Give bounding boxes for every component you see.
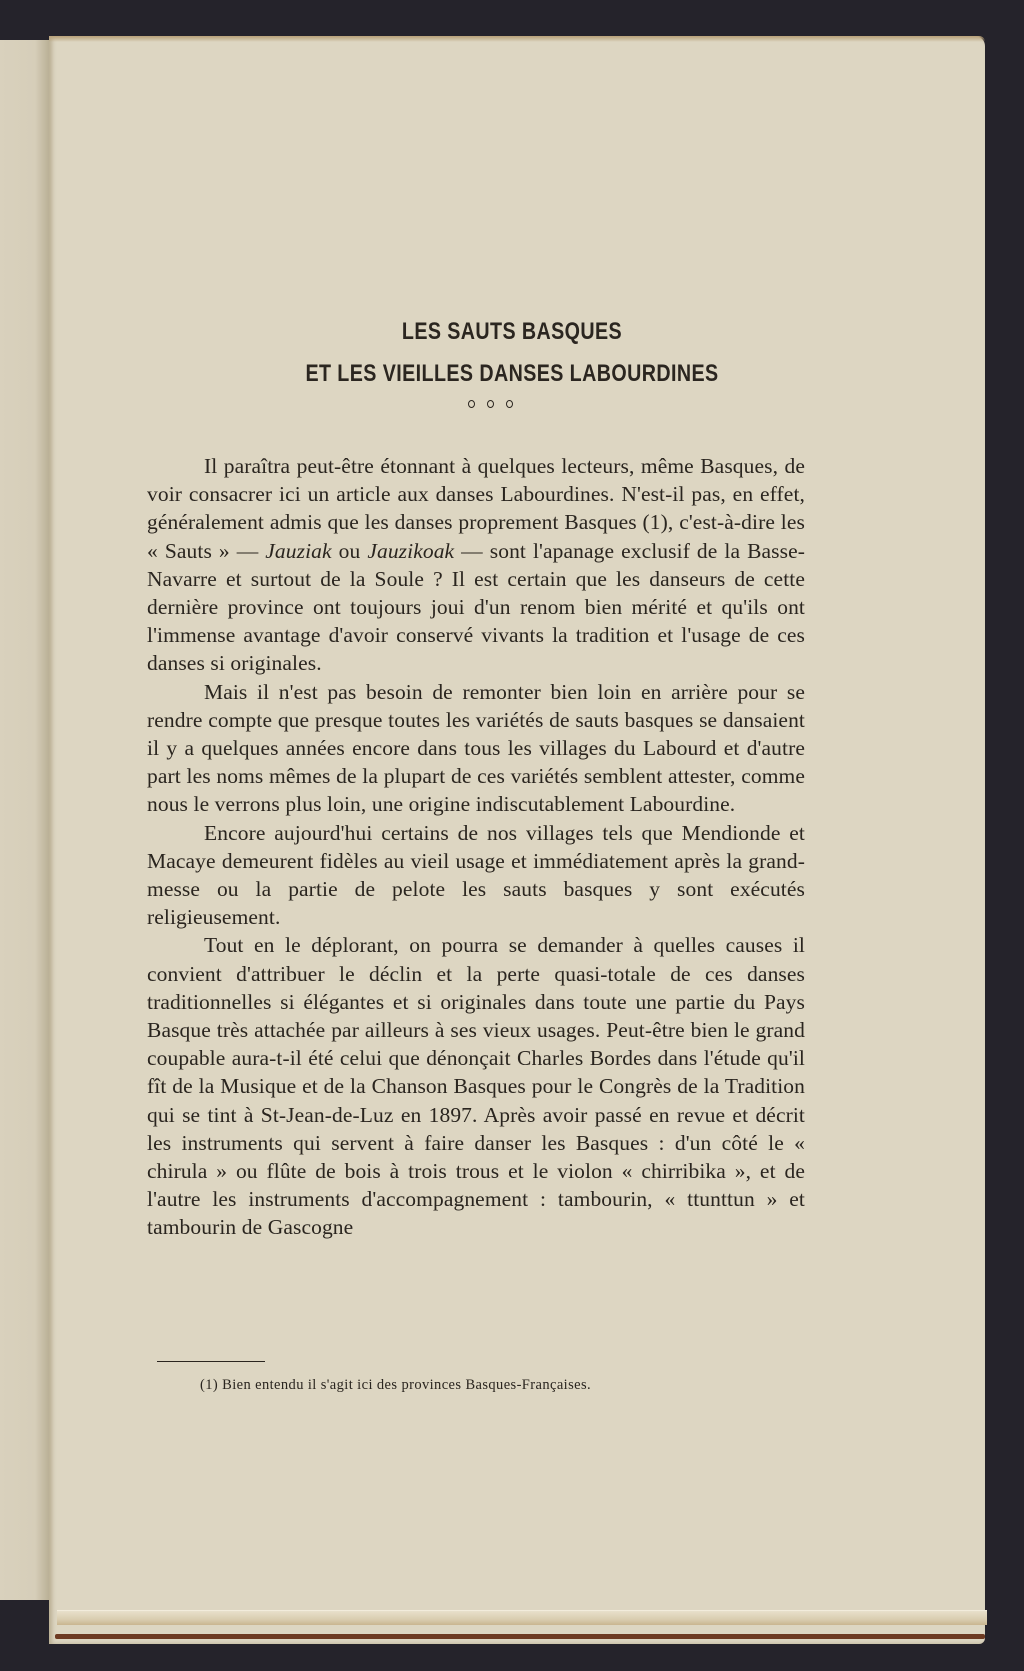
page-bottom-fold	[57, 1610, 987, 1625]
ornament-circle-icon	[506, 400, 513, 408]
previous-page-edge	[0, 40, 50, 1600]
article-title: LES SAUTS BASQUES	[401, 318, 623, 345]
paragraph: Tout en le déplorant, on pourra se demander à quelles causes il convient d'attribuer le déclin et la perte quasi-totale de ces danses traditionnelles si élégantes et si originales dans toute une partie du Pays Basque très attachée par ailleurs à ses vieux usages. Peut-être bien le grand coupable aura-t-il été celui que dénonçait Charles Bordes dans l'étude qu'il fît de la Musique et de la Chanson Basques pour le Congrès de la Tradition qui se tint à St-Jean-de-Luz en 1897. Après avoir passé en revue et décrit les instruments qui servent à faire danser les Basques : d'un côté le « chirula » ou flûte de bois à trois trous et le violon « chirribika », et de l'autre les instruments d'accompagnement : tambourin, « ttunttun » et tambourin de Gascogne	[147, 933, 805, 1240]
paragraph: Il paraîtra peut-être étonnant à quelques lecteurs, même Basques, de voir consacrer ici un article aux danses Labourdines. N'est-il pas, en effet, généralement admis que les danses proprement Basques (1), c'est-à-dire les « Sauts » — Jauziak ou Jauzikoak — sont l'apanage exclusif de la Basse-Navarre et surtout de la Soule ? Il est certain que les danseurs de cette dernière province ont toujours joui d'un renom bien mérité et qu'ils ont l'immense avantage d'avoir conservé vivants la tradition et l'usage de ces danses si originales.	[147, 454, 805, 676]
basque-term: Jauziak	[265, 538, 332, 563]
footnote: (1) Bien entendu il s'agit ici des provinces Basques-Françaises.	[200, 1377, 592, 1393]
article-subtitle: ET LES VIEILLES DANSES LABOURDINES	[305, 360, 719, 387]
footnote-divider	[157, 1361, 265, 1362]
paragraph: Mais il n'est pas besoin de remonter bien loin en arrière pour se rendre compte que presque toutes les variétés de sauts basques se dansaient il y a quelques années encore dans tous les villages du Labourd et d'autre part les noms mêmes de la plupart de ces variétés semblent attester, comme nous le verrons plus loin, une origine indiscutablement Labourdine.	[147, 679, 805, 817]
article-body	[147, 452, 805, 1242]
ornament-circle-icon	[468, 400, 475, 408]
paragraph: Encore aujourd'hui certains de nos villages tels que Mendionde et Macaye demeurent fidèles au vieil usage et immédiatement après la grand-messe ou la partie de pelote les sauts basques y sont exécutés religieusement.	[147, 820, 805, 930]
ornament-circle-icon	[487, 400, 494, 408]
title-ornament	[450, 400, 530, 408]
basque-term: Jauzikoak	[367, 538, 455, 563]
page-bottom-edge	[55, 1634, 985, 1639]
